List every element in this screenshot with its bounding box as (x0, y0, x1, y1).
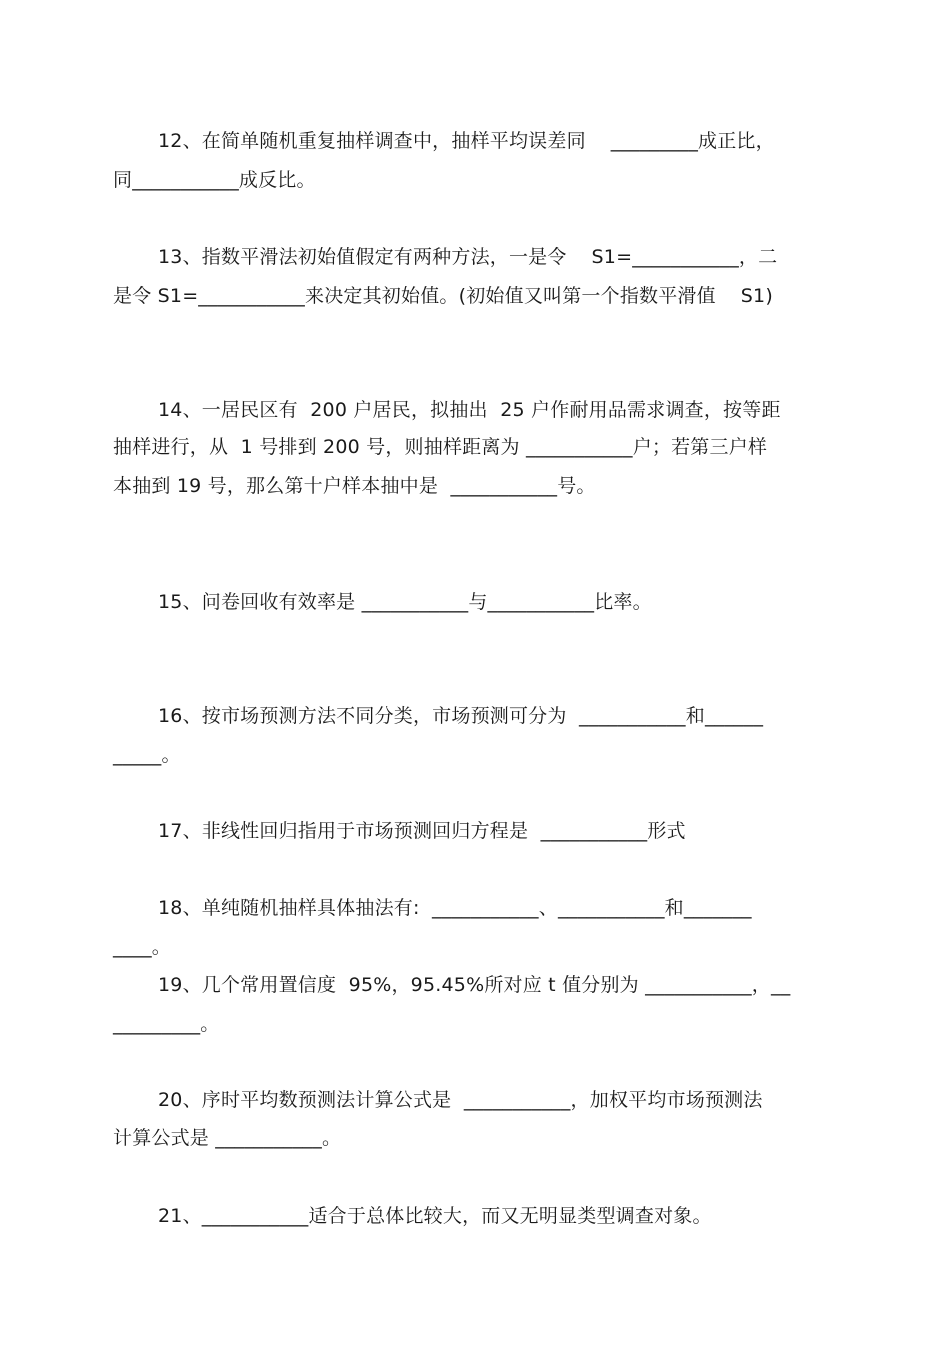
question-21-line-1: 21、___________适合于总体比较大，而又无明显类型调查对象。 (158, 1205, 712, 1227)
question-16-line-1: 16、按市场预测方法不同分类，市场预测可分为 ___________和______ (158, 705, 764, 727)
question-18-line-2: ____。 (113, 936, 172, 958)
question-12-line-1: 12、在简单随机重复抽样调查中，抽样平均误差同 _________成正比， (158, 130, 775, 152)
question-15-line-1: 15、问卷回收有效率是 ___________与___________比率。 (158, 591, 652, 613)
question-19-line-1: 19、几个常用置信度 95%，95.45%所对应 t 值分别为 ___________，__ (158, 974, 791, 996)
question-13-line-1: 13、指数平滑法初始值假定有两种方法，一是令 S1=___________，二 (158, 246, 778, 268)
question-20-line-2: 计算公式是 ___________。 (113, 1127, 342, 1149)
question-14-line-2: 抽样进行，从 1 号排到 200 号，则抽样距离为 ___________户；若第三户样 (113, 436, 768, 458)
question-18-line-1: 18、单纯随机抽样具体抽法有: ___________、___________和_______ (158, 897, 752, 919)
question-19-line-2: _________。 (113, 1013, 220, 1035)
question-14-line-3: 本抽到 19 号，那么第十户样本抽中是 ___________号。 (113, 475, 596, 497)
question-20-line-1: 20、序时平均数预测法计算公式是 ___________，加权平均市场预测法 (158, 1089, 763, 1111)
question-17-line-1: 17、非线性回归指用于市场预测回归方程是 ___________形式 (158, 820, 686, 842)
question-13-line-2: 是令 S1=___________来决定其初始值。(初始值又叫第一个指数平滑值 S1) (113, 285, 773, 307)
question-16-line-2: _____。 (113, 744, 181, 766)
question-12-line-2: 同___________成反比。 (113, 169, 316, 191)
question-14-line-1: 14、一居民区有 200 户居民，拟抽出 25 户作耐用品需求调查，按等距 (158, 399, 781, 421)
